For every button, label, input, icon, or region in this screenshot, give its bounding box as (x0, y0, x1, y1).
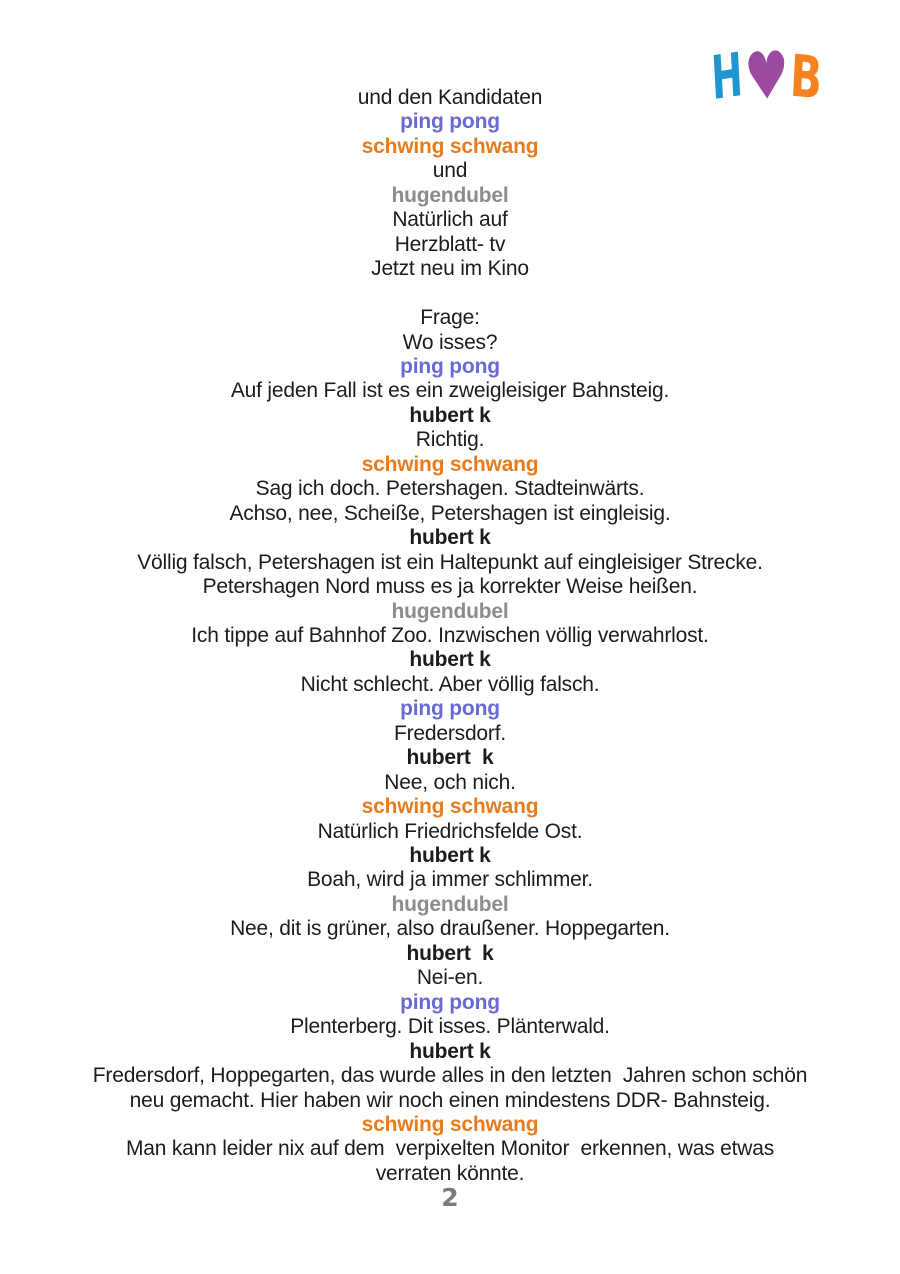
speaker-name-hugendubel: hugendubel (391, 183, 509, 207)
speaker-name-pingpong: ping pong (400, 697, 500, 721)
speaker-name-hubertk: hubert k (406, 941, 494, 965)
speaker-name-pingpong: ping pong (400, 990, 500, 1014)
speaker-name-pingpong: ping pong (400, 354, 500, 378)
transcript-line: verraten könnte. (375, 1161, 525, 1185)
speaker-name-schwingschwang: schwing schwang (361, 795, 539, 819)
transcript-line: Natürlich auf (392, 208, 508, 232)
transcript-line: Petershagen Nord muss es ja korrekter Weise heißen. (202, 575, 698, 599)
logo-letter-b: B (788, 41, 824, 113)
transcript-line: und (432, 159, 468, 183)
speaker-name-schwingschwang: schwing schwang (361, 452, 539, 476)
speaker-name-hubertk: hubert k (409, 403, 491, 427)
transcript-line: Sag ich doch. Petershagen. Stadteinwärts. (255, 477, 645, 501)
blank-line (0, 282, 900, 306)
transcript-line: Ich tippe auf Bahnhof Zoo. Inzwischen völlig verwahrlost. (191, 623, 709, 647)
speaker-name-schwingschwang: schwing schwang (361, 1113, 539, 1137)
transcript-line: Boah, wird ja immer schlimmer. (307, 868, 593, 892)
speaker-name-schwingschwang: schwing schwang (361, 134, 539, 158)
page-number: 2 (441, 1183, 459, 1212)
speaker-name-hubertk: hubert k (409, 844, 491, 868)
transcript-line: Nicht schlecht. Aber völlig falsch. (300, 672, 600, 696)
transcript-line: Jetzt neu im Kino (371, 257, 529, 281)
transcript-line: Nei-en. (416, 966, 484, 990)
transcript-line: Frage: (420, 306, 480, 330)
transcript-line: Achso, nee, Scheiße, Petershagen ist eingleisig. (229, 501, 671, 525)
transcript-line: Wo isses? (402, 330, 498, 354)
speaker-name-hubertk: hubert k (409, 648, 491, 672)
transcript-line: Auf jeden Fall ist es ein zweigleisiger Bahnsteig. (230, 379, 670, 403)
transcript-line: neu gemacht. Hier haben wir noch einen mindestens DDR- Bahnsteig. (129, 1088, 771, 1112)
transcript-line: Plenterberg. Dit isses. Plänterwald. (290, 1015, 610, 1039)
logo-letter-h: H (709, 39, 745, 115)
transcript-line: Richtig. (415, 428, 485, 452)
transcript-line: Natürlich Friedrichsfelde Ost. (317, 819, 583, 843)
transcript-line: Fredersdorf. (394, 721, 506, 745)
transcript-line: Man kann leider nix auf dem verpixelten Monitor erkennen, was etwas (125, 1137, 775, 1161)
transcript-line: und den Kandidaten (357, 86, 543, 109)
speaker-name-hugendubel: hugendubel (391, 599, 509, 623)
transcript (0, 86, 900, 1186)
speaker-name-pingpong: ping pong (400, 110, 500, 134)
speaker-name-hubertk: hubert k (406, 746, 494, 770)
heart-icon: ♥ (743, 38, 791, 116)
speaker-name-hugendubel: hugendubel (391, 892, 509, 916)
transcript-line: Herzblatt- tv (394, 232, 506, 256)
speaker-name-hubertk: hubert k (409, 1039, 491, 1063)
transcript-line: Nee, och nich. (384, 770, 516, 794)
speaker-name-hubertk: hubert k (409, 526, 491, 550)
transcript-line: Fredersdorf, Hoppegarten, das wurde alles in den letzten Jahren schon schön (92, 1064, 808, 1088)
transcript-line: Völlig falsch, Petershagen ist ein Haltepunkt auf eingleisiger Strecke. (137, 550, 763, 574)
transcript-line: Nee, dit is grüner, also draußener. Hoppegarten. (230, 917, 670, 941)
